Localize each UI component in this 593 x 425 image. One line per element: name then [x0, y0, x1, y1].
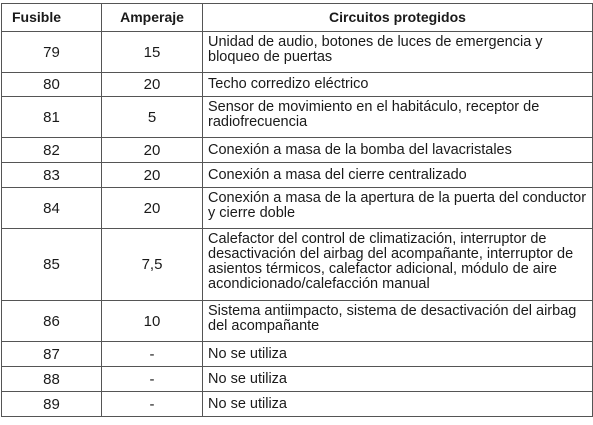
cell-amperage: 20 [102, 138, 203, 163]
cell-amperage: - [102, 367, 203, 392]
table-row [2, 392, 593, 417]
table-header [2, 4, 593, 32]
cell-fuse: 85 [2, 229, 102, 301]
cell-fuse: 79 [2, 32, 102, 73]
cell-amperage: 15 [102, 32, 203, 73]
cell-fuse: 86 [2, 301, 102, 342]
cell-circuits: No se utiliza [203, 342, 593, 367]
cell-fuse: 87 [2, 342, 102, 367]
cell-fuse: 88 [2, 367, 102, 392]
header-row [2, 4, 593, 32]
cell-fuse: 83 [2, 163, 102, 188]
cell-circuits: Calefactor del control de climatización, interruptor de desactivación del airbag del acompañante, interruptor de asientos térmicos, calefactor adicional, módulo de aire acondicionado/calefacción manual [203, 229, 593, 301]
header-fuse: Fusible [2, 4, 102, 32]
table-row [2, 32, 593, 73]
cell-circuits: No se utiliza [203, 392, 593, 417]
table-row [2, 301, 593, 342]
cell-circuits: Conexión a masa de la bomba del lavacristales [203, 138, 593, 163]
cell-circuits: Conexión a masa del cierre centralizado [203, 163, 593, 188]
cell-circuits: Unidad de audio, botones de luces de emergencia y bloqueo de puertas [203, 32, 593, 73]
cell-amperage: 20 [102, 188, 203, 229]
cell-fuse: 89 [2, 392, 102, 417]
table-row [2, 367, 593, 392]
table-row [2, 73, 593, 97]
table-row [2, 342, 593, 367]
table-body [2, 32, 593, 417]
table-row [2, 97, 593, 138]
cell-amperage: 7,5 [102, 229, 203, 301]
cell-amperage: 10 [102, 301, 203, 342]
cell-circuits: Sistema antiimpacto, sistema de desactivación del airbag del acompañante [203, 301, 593, 342]
cell-amperage: - [102, 392, 203, 417]
table-row [2, 163, 593, 188]
cell-circuits: Conexión a masa de la apertura de la puerta del conductor y cierre doble [203, 188, 593, 229]
header-amperage: Amperaje [102, 4, 203, 32]
cell-circuits: No se utiliza [203, 367, 593, 392]
cell-fuse: 82 [2, 138, 102, 163]
cell-fuse: 80 [2, 73, 102, 97]
cell-fuse: 84 [2, 188, 102, 229]
cell-amperage: 20 [102, 163, 203, 188]
cell-amperage: 5 [102, 97, 203, 138]
cell-fuse: 81 [2, 97, 102, 138]
fuse-table [1, 3, 593, 417]
cell-circuits: Sensor de movimiento en el habitáculo, receptor de radiofrecuencia [203, 97, 593, 138]
table-row [2, 229, 593, 301]
table-row [2, 188, 593, 229]
cell-amperage: - [102, 342, 203, 367]
cell-circuits: Techo corredizo eléctrico [203, 73, 593, 97]
table-row [2, 138, 593, 163]
cell-amperage: 20 [102, 73, 203, 97]
header-circuits: Circuitos protegidos [203, 4, 593, 32]
